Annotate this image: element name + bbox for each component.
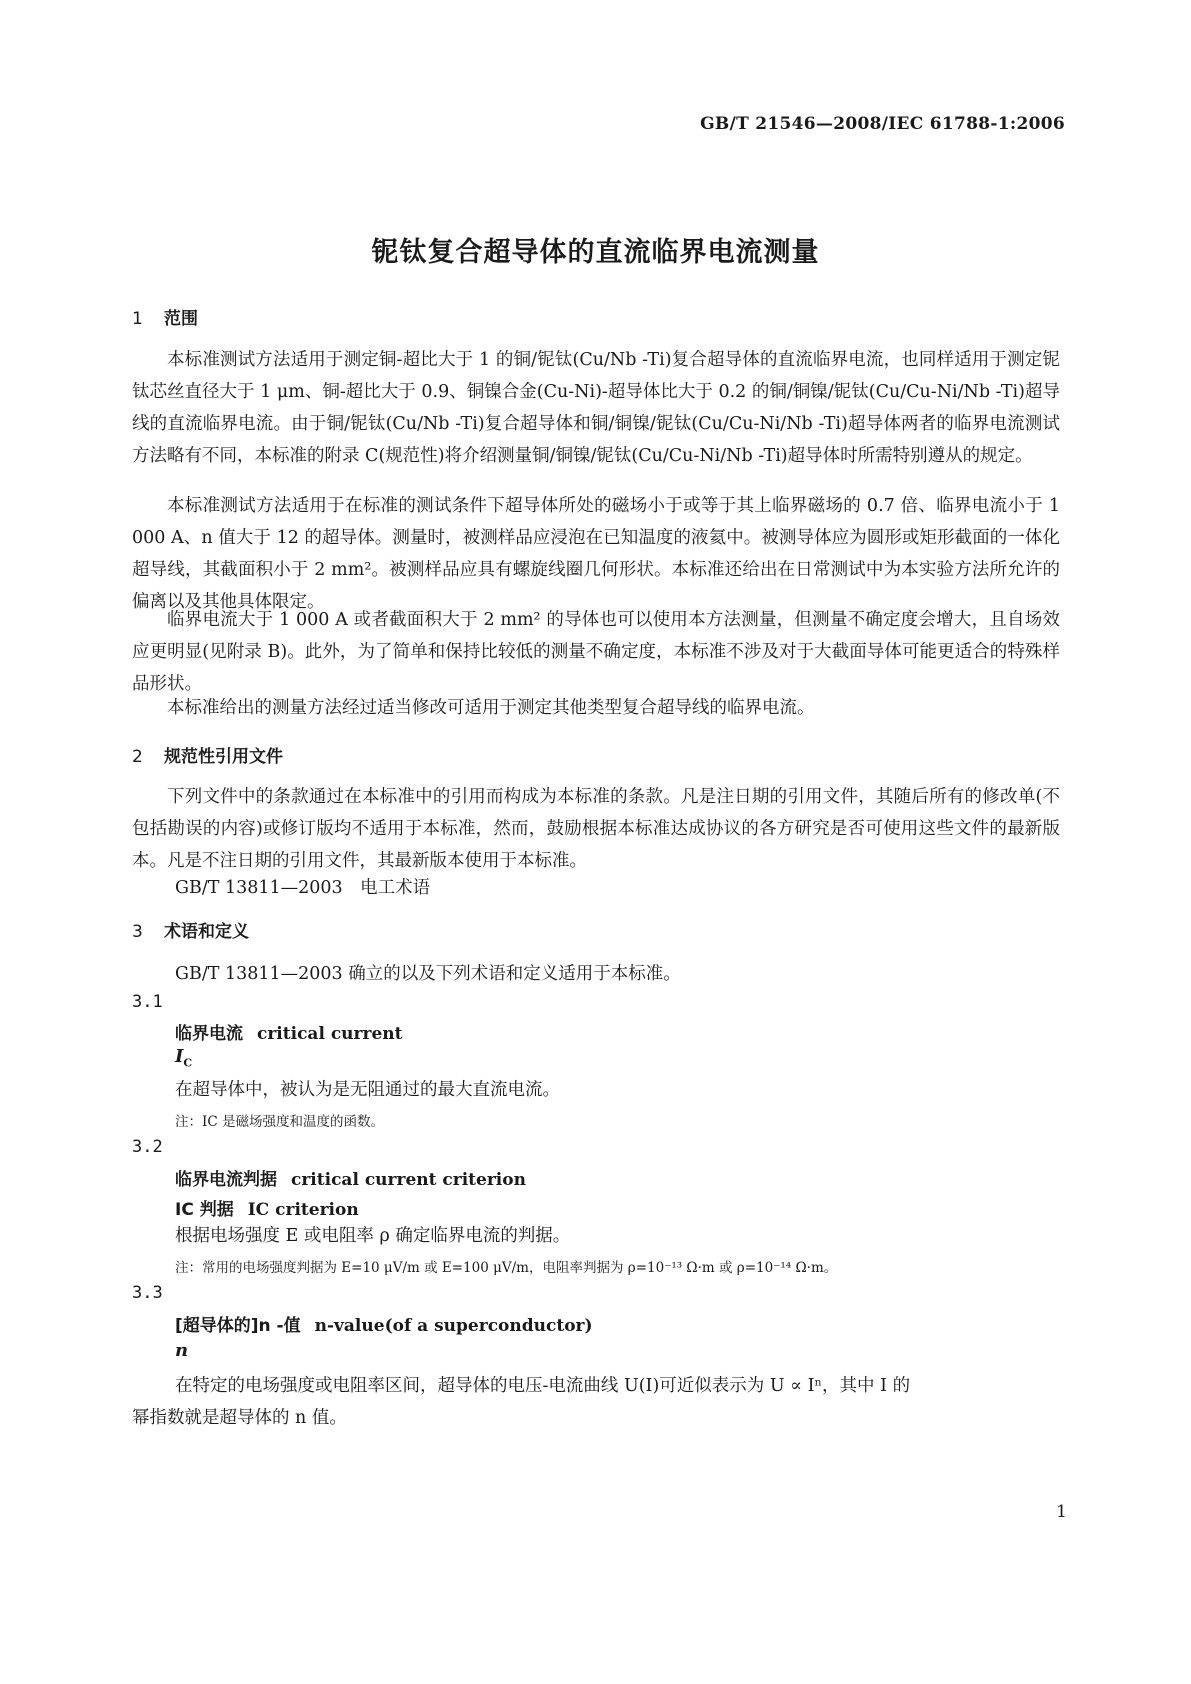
symbol-subscript: C bbox=[183, 1056, 193, 1070]
term-note: 注：常用的电场强度判据为 E=10 μV/m 或 E=100 μV/m，电阻率判据为 ρ=10⁻¹³ Ω·m 或 ρ=10⁻¹⁴ Ω·m。 bbox=[175, 1260, 838, 1276]
standard-code-header: GB/T 21546—2008/IEC 61788-1:2006 bbox=[700, 114, 1065, 134]
section-2-heading bbox=[132, 742, 283, 767]
normative-refs-paragraph: 下列文件中的条款通过在本标准中的引用而构成为本标准的条款。凡是注日期的引用文件，其随后所有的修改单(不包括勘误的内容)或修订版均不适用于本标准，然而，鼓励根据本标准达成协议的各方研究是否可使用这些文件的最新版本。凡是不注日期的引用文件，其最新版本使用于本标准。 bbox=[132, 787, 1060, 871]
section-title: 范围 bbox=[164, 309, 198, 329]
term-note: 注：IC 是磁场强度和温度的函数。 bbox=[175, 1114, 384, 1130]
term-en: critical current bbox=[257, 1024, 403, 1044]
document-title: 铌钛复合超导体的直流临界电流测量 bbox=[371, 237, 820, 268]
clause-number: 3.3 bbox=[132, 1283, 163, 1303]
term-definition: 在超导体中，被认为是无阻通过的最大直流电流。 bbox=[175, 1080, 560, 1100]
alt-term-zh: IC 判据 bbox=[175, 1200, 234, 1220]
section-title: 术语和定义 bbox=[164, 922, 249, 942]
term-en: critical current criterion bbox=[291, 1170, 526, 1190]
section-3-heading bbox=[132, 917, 249, 942]
clause-number: 3.2 bbox=[132, 1137, 163, 1157]
scope-paragraph-2: 本标准测试方法适用于在标准的测试条件下超导体所处的磁场小于或等于其上临界磁场的 0.7 倍、临界电流小于 1 000 A、n 值大于 12 的超导体。测量时，被测样品应浸泡在已知温度的液氦中。被测导体应为圆形或矩形截面的一体化超导线，其截面积小于 2 mm²。被测样品应具有螺旋线圈几何形状。本标准还给出在日常测试中为本实验方法所允许的偏离以及其他具体限定。 bbox=[132, 496, 1060, 612]
section-number: 1 bbox=[132, 309, 143, 329]
section-title: 规范性引用文件 bbox=[164, 747, 283, 767]
scope-paragraph-1: 本标准测试方法适用于测定铜-超比大于 1 的铜/铌钛(Cu/Nb -Ti)复合超导体的直流临界电流，也同样适用于测定铌钛芯丝直径大于 1 μm、铜-超比大于 0.9、铜镍合金(Cu-Ni)-超导体比大于 0.2 的铜/铜镍/铌钛(Cu/Cu-Ni/Nb -Ti)超导线的直流临界电流。由于铜/铌钛(Cu/Nb -Ti)复合超导体和铜/铜镍/铌钛(Cu/Cu-Ni/Nb -Ti)超导体两者的临界电流测试方法略有不同，本标准的附录 C(规范性)将介绍测量铜/铜镍/铌钛(Cu/Cu-Ni/Nb -Ti)超导体时所需特别遵从的规定。 bbox=[132, 350, 1060, 466]
symbol-main: I bbox=[175, 1046, 184, 1067]
section-1-heading bbox=[132, 304, 198, 329]
term-definition-line-2: 幂指数就是超导体的 n 值。 bbox=[132, 1408, 347, 1428]
term-zh: [超导体的]n -值 bbox=[175, 1316, 301, 1336]
term-3-2 bbox=[175, 1165, 526, 1190]
term-definition: 根据电场强度 E 或电阻率 ρ 确定临界电流的判据。 bbox=[175, 1226, 571, 1246]
section-number: 2 bbox=[132, 747, 143, 767]
term-en: n-value(of a superconductor) bbox=[314, 1316, 593, 1336]
term-symbol bbox=[175, 1046, 192, 1070]
page-number: 1 bbox=[1056, 1502, 1067, 1522]
clause-number: 3.1 bbox=[132, 992, 163, 1012]
term-alternative bbox=[175, 1195, 359, 1220]
alt-term-en: IC criterion bbox=[247, 1200, 359, 1220]
term-definition-line-1: 在特定的电场强度或电阻率区间，超导体的电压-电流曲线 U(I)可近似表示为 U ∝ Iⁿ，其中 I 的 bbox=[175, 1376, 911, 1396]
term-zh: 临界电流 bbox=[175, 1024, 243, 1044]
term-3-3 bbox=[175, 1311, 593, 1336]
term-symbol: n bbox=[175, 1340, 189, 1361]
term-3-1 bbox=[175, 1019, 402, 1044]
terms-intro: GB/T 13811—2003 确立的以及下列术语和定义适用于本标准。 bbox=[175, 964, 681, 984]
reference-item: GB/T 13811—2003 电工术语 bbox=[175, 878, 431, 898]
section-number: 3 bbox=[132, 922, 143, 942]
scope-paragraph-4: 本标准给出的测量方法经过适当修改可适用于测定其他类型复合超导线的临界电流。 bbox=[167, 698, 815, 718]
term-zh: 临界电流判据 bbox=[175, 1170, 277, 1190]
scope-paragraph-3: 临界电流大于 1 000 A 或者截面积大于 2 mm² 的导体也可以使用本方法测量，但测量不确定度会增大，且自场效应更明显(见附录 B)。此外，为了简单和保持比较低的测量不确定度，本标准不涉及对于大截面导体可能更适合的特殊样品形状。 bbox=[132, 610, 1060, 694]
